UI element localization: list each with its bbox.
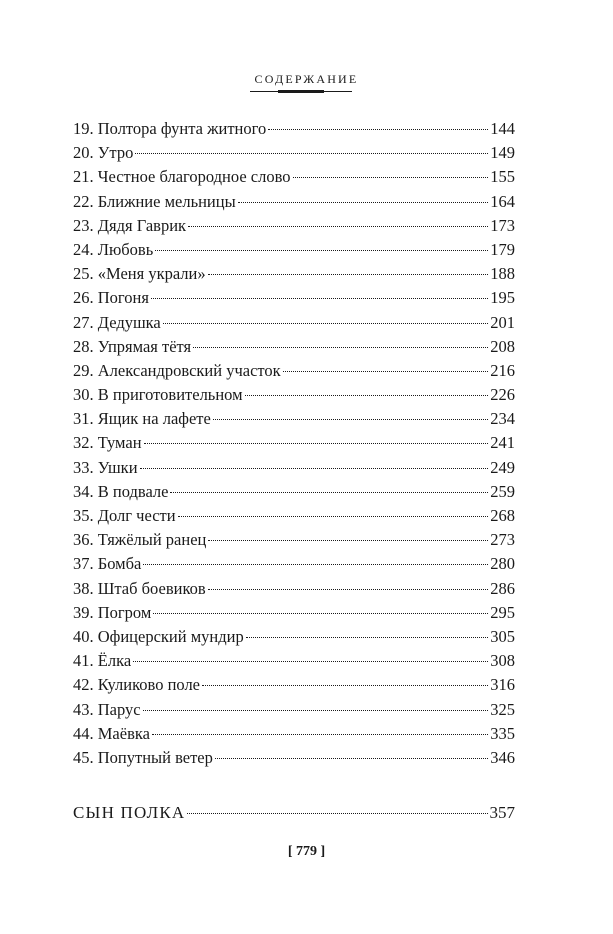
toc-entry-page: 308 xyxy=(490,651,515,671)
toc-entry-title: 21. Честное благородное слово xyxy=(73,167,291,187)
toc-entry-page: 295 xyxy=(490,602,515,622)
toc-leader-dots xyxy=(215,758,488,759)
toc-leader-dots xyxy=(133,661,488,662)
toc-entry-page: 226 xyxy=(490,385,515,405)
toc-entry-title: 24. Любовь xyxy=(73,239,154,259)
bracket-left: [ xyxy=(287,844,293,859)
toc-leader-dots xyxy=(238,202,489,203)
toc-leader-dots xyxy=(151,298,488,299)
toc-entry xyxy=(73,649,515,673)
toc-entry-page: 316 xyxy=(490,675,515,695)
toc-leader-dots xyxy=(193,347,488,348)
toc-entry xyxy=(73,698,515,722)
toc-entry-title: 35. Долг чести xyxy=(73,506,176,525)
toc-entry-page: 149 xyxy=(490,143,515,163)
toc-entry xyxy=(73,577,515,601)
toc-entry-title: 45. Попутный ветер xyxy=(73,747,213,767)
toc-entry-title: 19. Полтора фунта житного xyxy=(73,119,267,138)
toc-entry-title: 29. Александровский участок xyxy=(73,360,281,380)
toc-entry-page: 249 xyxy=(490,457,515,477)
toc-entry xyxy=(73,528,515,552)
toc-entry-page: 201 xyxy=(490,312,515,332)
toc-leader-dots xyxy=(152,734,488,735)
toc-entry-page: 234 xyxy=(490,409,515,429)
toc-leader-dots xyxy=(187,813,487,814)
toc-leader-dots xyxy=(246,637,489,638)
header-rule-accent xyxy=(278,90,324,93)
toc-entry xyxy=(73,238,515,262)
toc-entry-page: 216 xyxy=(490,360,515,380)
toc-entry xyxy=(73,214,515,238)
toc-entry-title: 30. В приготовительном xyxy=(73,385,243,405)
toc-part-entry xyxy=(73,801,515,825)
toc-entry-page: 335 xyxy=(490,723,515,743)
toc-entry-page: 286 xyxy=(490,578,515,598)
toc-entry-page: 188 xyxy=(490,264,515,284)
toc-entry-page: 173 xyxy=(490,215,515,235)
toc-entry-page: 280 xyxy=(490,554,515,574)
toc-entry xyxy=(73,383,515,407)
toc-leader-dots xyxy=(155,250,488,251)
toc-entry-title: 25. «Меня украли» xyxy=(73,264,206,284)
toc-leader-dots xyxy=(208,540,488,541)
toc-entry xyxy=(73,262,515,286)
toc-leader-dots xyxy=(202,685,488,686)
toc-entry-title: 27. Дедушка xyxy=(73,312,161,332)
toc-entry-title: 33. Ушки xyxy=(73,457,138,477)
toc-entry-title: 38. Штаб боевиков xyxy=(73,578,206,598)
page-number xyxy=(0,844,613,860)
toc-entry xyxy=(73,673,515,697)
toc-part-title: СЫН ПОЛКА xyxy=(73,803,186,822)
toc-leader-dots xyxy=(170,492,488,493)
toc-entry-title: 23. Дядя Гаврик xyxy=(73,215,187,235)
toc-entry xyxy=(73,480,515,504)
toc-entry-page: 273 xyxy=(490,530,515,550)
toc-entry-title: 44. Маёвка xyxy=(73,723,150,743)
toc-entry-title: 41. Ёлка xyxy=(73,651,132,671)
toc-entry-page: 268 xyxy=(490,506,515,525)
toc-entry xyxy=(73,165,515,189)
toc-leader-dots xyxy=(143,710,489,711)
toc-entry xyxy=(73,722,515,746)
toc-entry xyxy=(73,407,515,431)
toc-entry-title: 20. Утро xyxy=(73,143,134,163)
toc-entry xyxy=(73,286,515,310)
toc-entry xyxy=(73,117,515,141)
toc-entry-title: 40. Офицерский мундир xyxy=(73,626,244,646)
toc-entry xyxy=(73,504,515,528)
toc-entry xyxy=(73,359,515,383)
toc-entry-title: 22. Ближние мельницы xyxy=(73,191,236,211)
toc-entry-title: 28. Упрямая тётя xyxy=(73,336,192,356)
toc-entry-page: 195 xyxy=(490,288,515,308)
toc-entry-title: 39. Погром xyxy=(73,602,152,622)
page-number-value: 779 xyxy=(296,844,317,859)
toc-leader-dots xyxy=(268,129,488,130)
toc-entry-page: 208 xyxy=(490,336,515,356)
toc-part-page: 357 xyxy=(489,803,515,822)
toc-leader-dots xyxy=(143,564,488,565)
toc-leader-dots xyxy=(144,443,489,444)
toc-entry xyxy=(73,625,515,649)
toc-entry xyxy=(73,141,515,165)
table-of-contents xyxy=(73,117,515,770)
toc-leader-dots xyxy=(153,613,488,614)
toc-leader-dots xyxy=(293,177,489,178)
toc-entry-title: 34. В подвале xyxy=(73,481,169,501)
toc-entry-page: 179 xyxy=(490,239,515,259)
toc-entry-title: 43. Парус xyxy=(73,699,141,719)
toc-entry-page: 241 xyxy=(490,433,515,453)
toc-entry-page: 144 xyxy=(490,119,515,138)
toc-entry-title: 36. Тяжёлый ранец xyxy=(73,530,207,550)
toc-entry-title: 42. Куликово поле xyxy=(73,675,201,695)
toc-entry-page: 155 xyxy=(490,167,515,187)
section-header: СОДЕРЖАНИЕ xyxy=(254,72,359,86)
toc-entry xyxy=(73,431,515,455)
bracket-right: ] xyxy=(320,844,326,859)
toc-entry-page: 325 xyxy=(490,699,515,719)
toc-leader-dots xyxy=(213,419,488,420)
toc-entry-title: 31. Ящик на лафете xyxy=(73,409,211,429)
toc-entry-page: 346 xyxy=(490,747,515,767)
toc-leader-dots xyxy=(163,323,488,324)
toc-entry xyxy=(73,601,515,625)
toc-entry-page: 305 xyxy=(490,626,515,646)
toc-entry xyxy=(73,456,515,480)
toc-entry xyxy=(73,552,515,576)
toc-entry-title: 26. Погоня xyxy=(73,288,149,308)
toc-leader-dots xyxy=(283,371,489,372)
toc-entry-page: 259 xyxy=(490,481,515,501)
toc-entry xyxy=(73,190,515,214)
toc-leader-dots xyxy=(208,274,489,275)
toc-entry xyxy=(73,746,515,770)
toc-entry-title: 37. Бомба xyxy=(73,554,142,574)
toc-entry xyxy=(73,311,515,335)
toc-entry-page: 164 xyxy=(490,191,515,211)
toc-entry xyxy=(73,335,515,359)
toc-leader-dots xyxy=(245,395,489,396)
toc-leader-dots xyxy=(208,589,489,590)
toc-leader-dots xyxy=(140,468,489,469)
toc-leader-dots xyxy=(188,226,488,227)
toc-entry-title: 32. Туман xyxy=(73,433,142,453)
toc-leader-dots xyxy=(135,153,488,154)
toc-leader-dots xyxy=(178,516,489,517)
